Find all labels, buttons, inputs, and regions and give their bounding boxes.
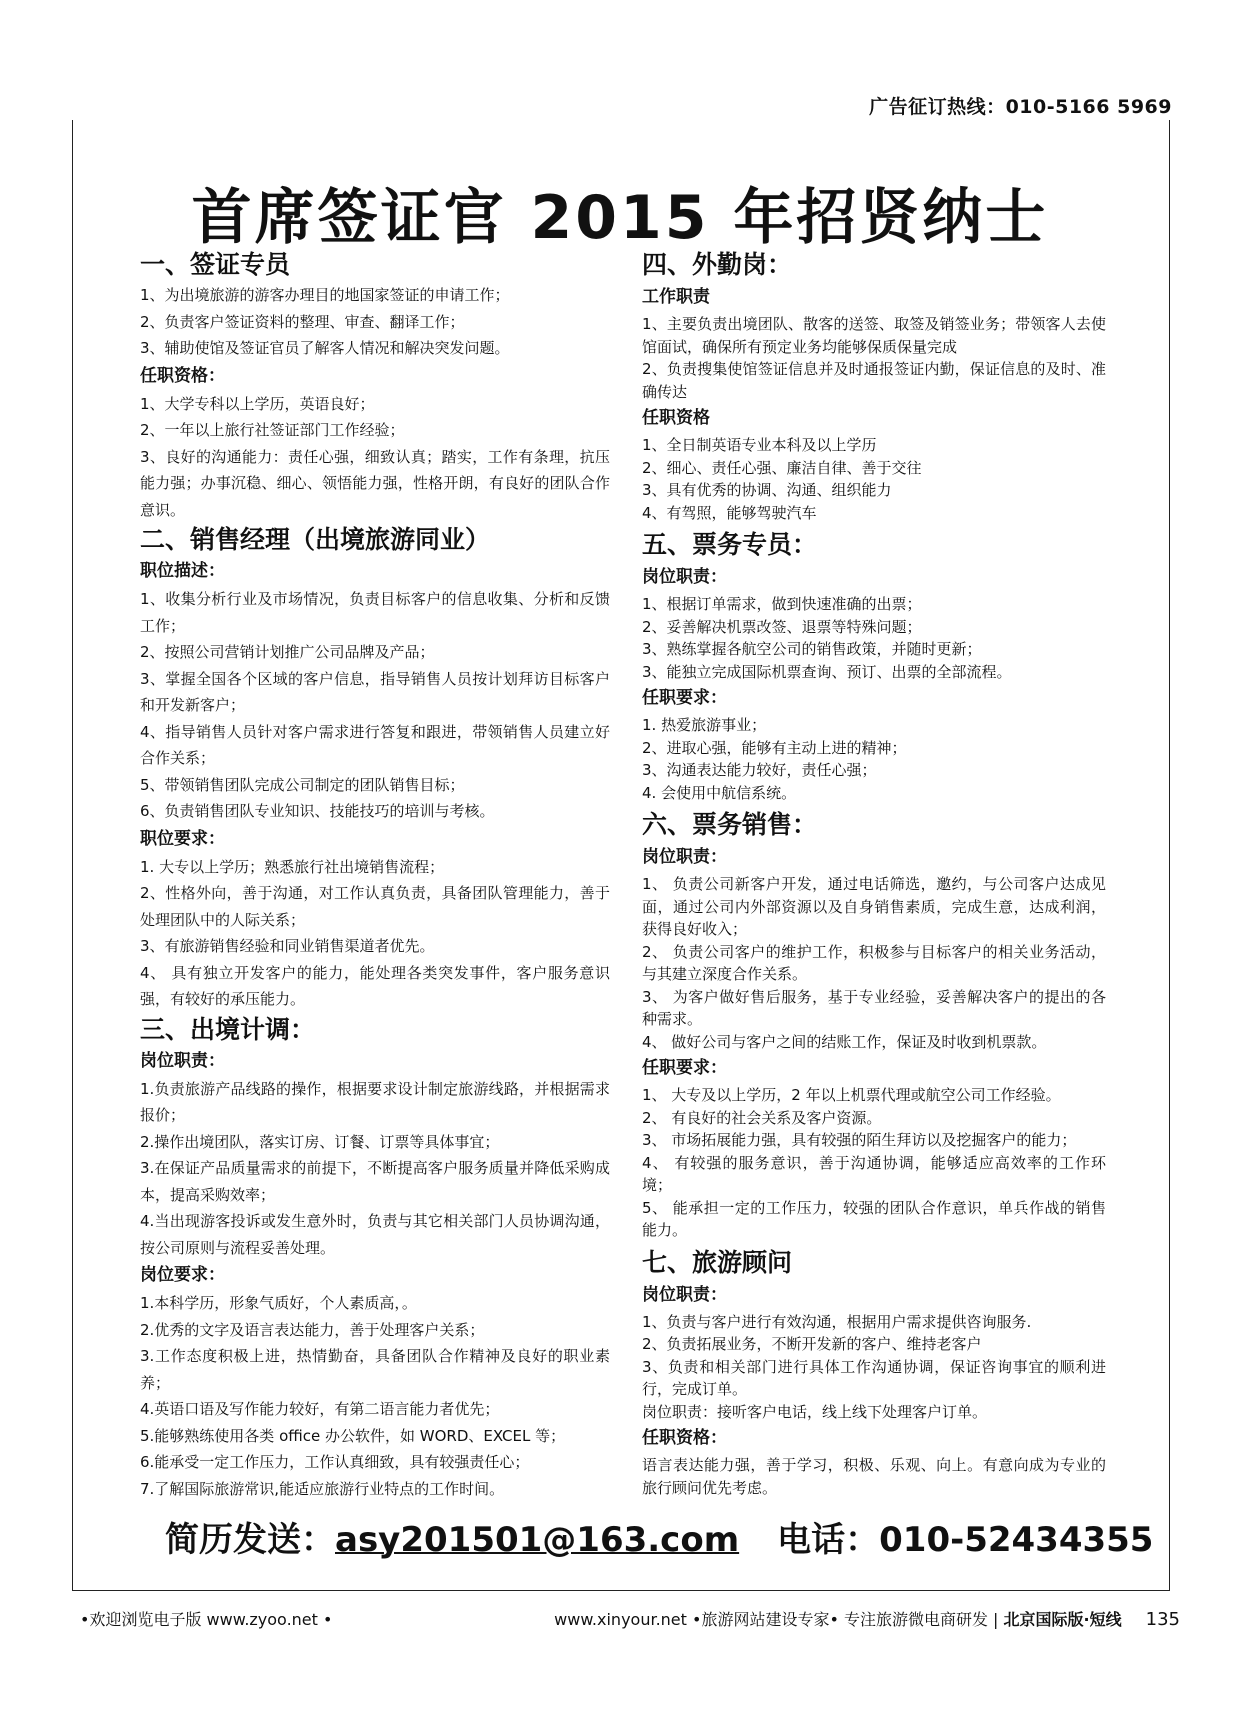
list-item: 2.优秀的文字及语言表达能力，善于处理客户关系； — [140, 1320, 485, 1339]
section-heading: 五、票务专员： — [642, 530, 818, 559]
contact-line — [165, 1512, 1154, 1561]
subsection-label: 职位要求： — [140, 828, 225, 849]
list-item: 1、收集分析行业及市场情况，负责目标客户的信息收集、分析和反馈工作； — [140, 590, 610, 635]
phone-number: 010-52434355 — [879, 1520, 1154, 1560]
list-item: 3、具有优秀的协调、沟通、组织能力 — [642, 481, 892, 499]
list-item: 3、 为客户做好售后服务，基于专业经验，妥善解决客户的提出的各种需求。 — [642, 987, 1106, 1028]
subsection-label: 任职资格： — [140, 365, 225, 386]
list-item: 7.了解国际旅游常识,能适应旅游行业特点的工作时间。 — [140, 1479, 505, 1498]
list-item: 3.在保证产品质量需求的前提下，不断提高客户服务质量并降低采购成本，提高采购效率； — [140, 1159, 610, 1204]
list-item: 1. 热爱旅游事业； — [642, 716, 767, 734]
list-item: 语言表达能力强，善于学习，积极、乐观、向上。有意向成为专业的旅行顾问优先考虑。 — [642, 1456, 1106, 1497]
list-item: 3、辅助使馆及签证官员了解客人情况和解决突发问题。 — [140, 339, 510, 357]
subsection-label: 任职要求： — [642, 1058, 727, 1078]
subsection-label: 岗位职责： — [642, 847, 727, 867]
list-item: 3、能独立完成国际机票查询、预订、出票的全部流程。 — [642, 662, 1012, 681]
list-item: 1、 大专及以上学历，2 年以上机票代理或航空公司工作经验。 — [642, 1086, 1061, 1104]
list-item: 3、沟通表达能力较好，责任心强； — [642, 761, 877, 779]
list-item: 5.能够熟练使用各类 office 办公软件，如 WORD、EXCEL 等； — [140, 1426, 566, 1445]
list-item: 2、负责客户签证资料的整理、审查、翻译工作； — [140, 312, 465, 331]
list-item: 4.当出现游客投诉或发生意外时，负责与其它相关部门人员协调沟通，按公司原则与流程妥善处理。 — [140, 1212, 610, 1257]
list-item: 3、掌握全国各个区域的客户信息，指导销售人员按计划拜访目标客户和开发新客户； — [140, 669, 610, 714]
right-column — [642, 248, 1106, 1499]
email-address[interactable]: asy201501@163.com — [335, 1520, 740, 1560]
section-heading: 七、旅游顾问 — [642, 1247, 793, 1277]
section-heading: 三、出境计调： — [140, 1014, 316, 1044]
email-label: 简历发送： — [165, 1520, 335, 1560]
list-item: 2、 有良好的社会关系及客户资源。 — [642, 1108, 882, 1127]
left-column — [140, 248, 610, 1502]
subsection-label: 岗位职责： — [140, 1050, 225, 1071]
list-item: 2、细心、责任心强、廉洁自律、善于交往 — [642, 458, 922, 477]
section-heading: 一、签证专员 — [140, 250, 291, 279]
page-footer — [80, 1607, 1180, 1630]
subsection-label: 岗位职责： — [642, 1284, 727, 1305]
list-item: 4、 具有独立开发客户的能力，能处理各类突发事件，客户服务意识强，有较好的承压能力。 — [140, 963, 610, 1008]
list-item: 3.工作态度积极上进，热情勤奋，具备团队合作精神及良好的职业素养； — [140, 1347, 610, 1392]
list-item: 1、全日制英语专业本科及以上学历 — [642, 436, 877, 454]
list-item: 2、妥善解决机票改签、退票等特殊问题； — [642, 617, 922, 636]
list-item: 1、根据订单需求，做到快速准确的出票； — [642, 595, 922, 613]
section-heading: 二、销售经理（出境旅游同业） — [140, 525, 491, 554]
list-item: 2、进取心强，能够有主动上进的精神； — [642, 738, 907, 757]
list-item: 3、良好的沟通能力：责任心强，细致认真；踏实，工作有条理，抗压能力强；办事沉稳、细心、领悟能力强，性格开朗，有良好的团队合作意识。 — [140, 447, 610, 519]
subsection-label: 岗位职责： — [642, 567, 727, 587]
page-title: 首席签证官 2015 年招贤纳士 — [191, 183, 1049, 253]
list-item: 3、负责和相关部门进行具体工作沟通协调，保证咨询事宜的顺利进行，完成订单。 — [642, 1357, 1106, 1398]
list-item: 岗位职责：接听客户电话，线上线下处理客户订单。 — [642, 1402, 988, 1421]
list-item: 4.英语口语及写作能力较好，有第二语言能力者优先； — [140, 1400, 500, 1418]
list-item: 4. 会使用中航信系统。 — [642, 783, 797, 802]
list-item: 2、性格外向，善于沟通，对工作认真负责，具备团队管理能力，善于处理团队中的人际关系； — [140, 884, 610, 929]
list-item: 1、主要负责出境团队、散客的送签、取签及销签业务；带领客人去使馆面试，确保所有预定业务均能够保质保量完成 — [642, 315, 1106, 356]
list-item: 1.本科学历，形象气质好，个人素质高，。 — [140, 1294, 417, 1312]
list-item: 4、指导销售人员针对客户需求进行答复和跟进，带领销售人员建立好合作关系； — [140, 722, 610, 767]
list-item: 1、负责与客户进行有效沟通，根据用户需求提供咨询服务. — [642, 1312, 1032, 1331]
list-item: 4、 有较强的服务意识，善于沟通协调，能够适应高效率的工作环境； — [642, 1153, 1106, 1194]
section-heading: 四、外勤岗： — [642, 250, 793, 279]
list-item: 2、负责拓展业务，不断开发新的客户、维持老客户 — [642, 1335, 982, 1353]
subsection-label: 工作职责 — [642, 287, 710, 307]
list-item: 2、一年以上旅行社签证部门工作经验； — [140, 421, 405, 439]
phone-label: 电话： — [777, 1520, 880, 1560]
list-item: 2、 负责公司客户的维护工作，积极参与目标客户的相关业务活动，与其建立深度合作关系。 — [642, 942, 1106, 983]
subsection-label: 任职资格 — [642, 408, 710, 428]
ad-hotline: 广告征订热线：010-5166 5969 — [869, 96, 1172, 118]
footer-left: •欢迎浏览电子版 www.zyoo.net • — [80, 1610, 333, 1629]
list-item: 1、为出境旅游的游客办理目的地国家签证的申请工作； — [140, 286, 510, 304]
list-item: 1、 负责公司新客户开发，通过电话筛选，邀约，与公司客户达成见面，通过公司内外部资源以及自身销售素质，完成生意，达成利润，获得良好收入； — [642, 875, 1106, 938]
footer-middle: www.xinyour.net •旅游网站建设专家• 专注旅游微电商研发 | — [554, 1610, 1004, 1629]
list-item: 5、 能承担一定的工作压力，较强的团队合作意识，单兵作战的销售能力。 — [642, 1198, 1106, 1239]
list-item: 3、有旅游销售经验和同业销售渠道者优先。 — [140, 937, 435, 955]
page-number: 135 — [1145, 1609, 1180, 1630]
list-item: 1. 大专以上学历；熟悉旅行社出境销售流程； — [140, 857, 445, 876]
footer-edition: 北京国际版·短线 — [1003, 1610, 1122, 1629]
list-item: 2、按照公司营销计划推广公司品牌及产品； — [140, 643, 435, 661]
subsection-label: 任职资格： — [642, 1428, 727, 1448]
list-item: 4、 做好公司与客户之间的结账工作，保证及时收到机票款。 — [642, 1032, 1047, 1051]
list-item: 2.操作出境团队，落实订房、订餐、订票等具体事宜； — [140, 1132, 500, 1151]
list-item: 3、 市场拓展能力强，具有较强的陌生拜访以及挖掘客户的能力； — [642, 1131, 1077, 1149]
list-item: 1、大学专科以上学历，英语良好； — [140, 394, 375, 413]
subsection-label: 岗位要求： — [140, 1265, 225, 1285]
subsection-label: 职位描述： — [140, 561, 225, 581]
footer-right — [554, 1607, 1180, 1630]
list-item: 3、熟练掌握各航空公司的销售政策，并随时更新； — [642, 640, 982, 658]
list-item: 6.能承受一定工作压力，工作认真细致，具有较强责任心； — [140, 1453, 530, 1471]
section-heading: 六、票务销售： — [642, 810, 818, 839]
list-item: 1.负责旅游产品线路的操作，根据要求设计制定旅游线路，并根据需求报价； — [140, 1079, 610, 1124]
list-item: 4、有驾照，能够驾驶汽车 — [642, 503, 817, 522]
list-item: 6、负责销售团队专业知识、技能技巧的培训与考核。 — [140, 802, 495, 820]
subsection-label: 任职要求： — [642, 688, 727, 708]
list-item: 2、负责搜集使馆签证信息并及时通报签证内勤，保证信息的及时、准确传达 — [642, 360, 1106, 401]
list-item: 5、带领销售团队完成公司制定的团队销售目标； — [140, 775, 465, 794]
